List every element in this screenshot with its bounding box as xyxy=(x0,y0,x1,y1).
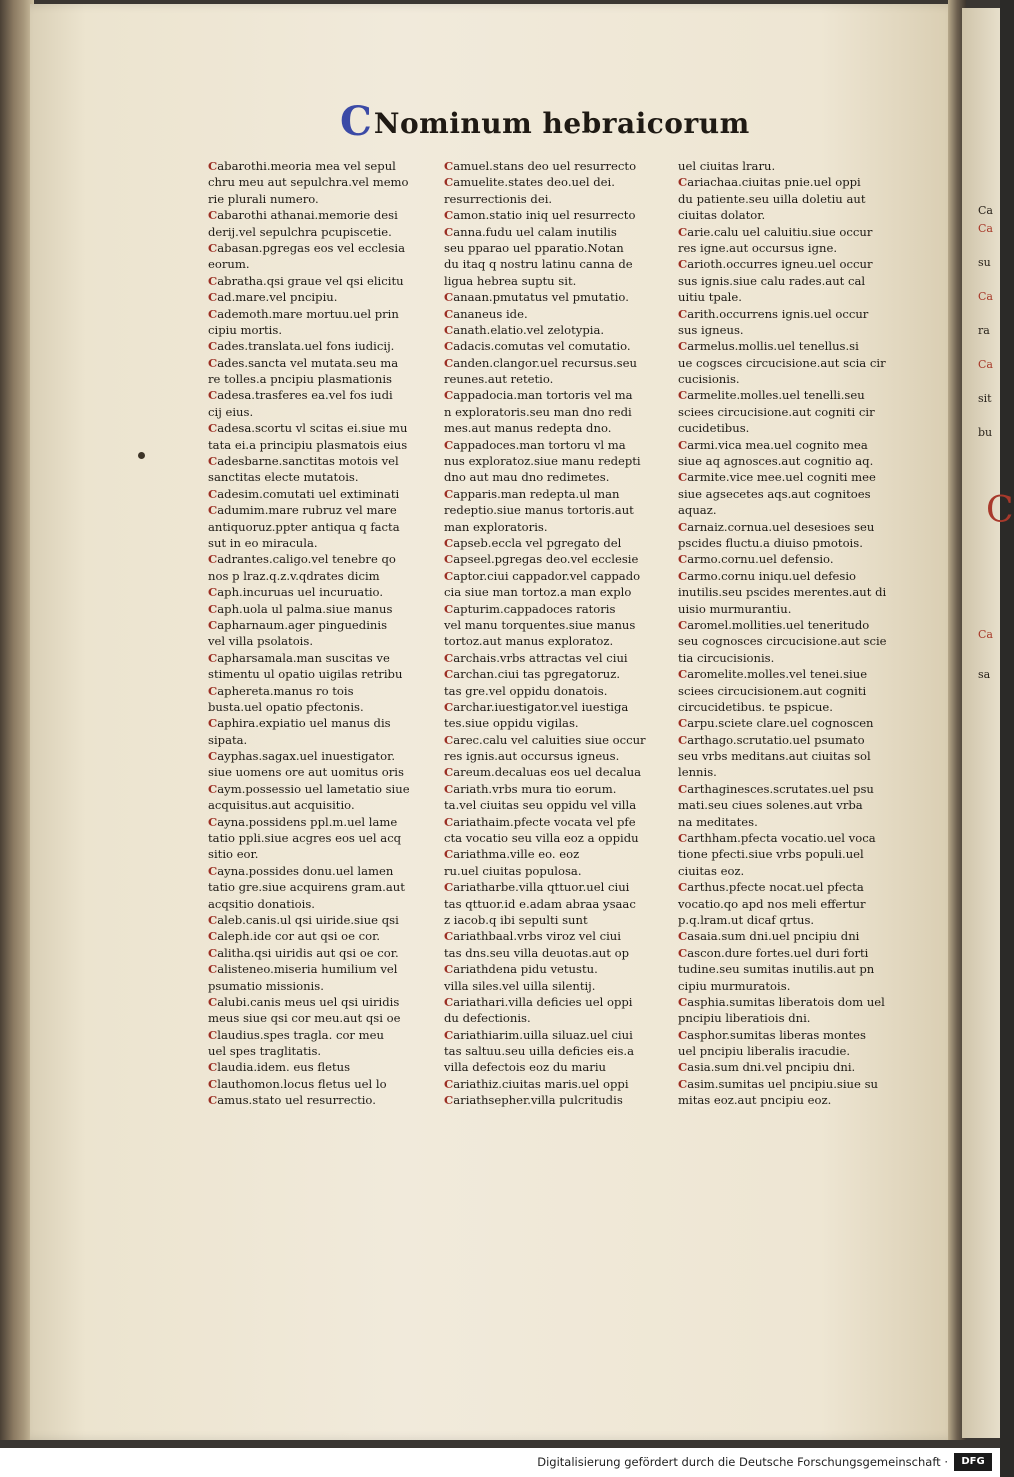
text-line: Carpu.sciete clare.uel cognoscen xyxy=(678,716,874,731)
text-line: cucisionis. xyxy=(678,372,740,387)
text-line: siue agsecetes aqs.aut cognitoes xyxy=(678,486,871,501)
text-line: Carthaginesces.scrutates.uel psu xyxy=(678,781,874,796)
text-line: du patiente.seu uilla doletiu aut xyxy=(678,191,866,206)
text-line: Cadumim.mare rubruz vel mare xyxy=(208,503,397,518)
text-line: Cadesbarne.sanctitas motois vel xyxy=(208,454,399,469)
text-line: villa siles.vel uilla silentij. xyxy=(444,978,596,993)
text-line: Cappadocia.man tortoris vel ma xyxy=(444,388,633,403)
text-line: mes.aut manus redepta dno. xyxy=(444,421,612,436)
text-line: Casphor.sumitas liberas montes xyxy=(678,1027,866,1042)
text-line: ligua hebrea suptu sit. xyxy=(444,273,577,288)
text-line: uisio murmurantiu. xyxy=(678,601,792,616)
text-line: sanctitas electe mutatois. xyxy=(208,470,359,485)
facing-page-fragment: Ca xyxy=(978,290,993,303)
text-line: Claudia.idem. eus fletus xyxy=(208,1060,351,1075)
text-line: lennis. xyxy=(678,765,717,780)
text-line: Cabratha.qsi graue vel qsi elicitu xyxy=(208,273,404,288)
text-column-1 xyxy=(208,158,436,1109)
text-line: uel spes traglitatis. xyxy=(208,1044,322,1059)
text-line: circucidetibus. te pspicue. xyxy=(678,699,833,714)
text-line: antiquoruz.ppter antiqua q facta xyxy=(208,519,400,534)
text-line: Cariatharbe.villa qttuor.uel ciui xyxy=(444,880,630,895)
text-line: Canaan.pmutatus vel pmutatio. xyxy=(444,290,629,305)
text-line: seu pparao uel pparatio.Notan xyxy=(444,240,624,255)
text-line: Casia.sum dni.vel pncipiu dni. xyxy=(678,1060,856,1075)
text-line: Carthago.scrutatio.uel psumato xyxy=(678,732,865,747)
facing-page-edge xyxy=(962,8,1014,1438)
text-line: Carmite.vice mee.uel cogniti mee xyxy=(678,470,876,485)
text-line: ciuitas dolator. xyxy=(678,208,766,223)
ink-spot xyxy=(138,452,145,459)
text-line: Caromel.mollities.uel teneritudo xyxy=(678,617,870,632)
text-line: Cariachaa.ciuitas pnie.uel oppi xyxy=(678,175,861,190)
header-title: Nominum hebraicorum xyxy=(373,107,750,140)
text-line: seu vrbs meditans.aut ciuitas sol xyxy=(678,749,871,764)
text-line: Cadacis.comutas vel comutatio. xyxy=(444,339,631,354)
text-line: man exploratoris. xyxy=(444,519,548,534)
text-line: vocatio.qo apd nos meli effertur xyxy=(678,896,866,911)
text-line: Cades.sancta vel mutata.seu ma xyxy=(208,355,399,370)
text-line: Capharnaum.ager pinguedinis xyxy=(208,617,388,632)
text-line: Careum.decaluas eos uel decalua xyxy=(444,765,642,780)
text-line: z iacob.q ibi sepulti sunt xyxy=(444,912,588,927)
text-line: Carioth.occurres igneu.uel occur xyxy=(678,257,873,272)
text-line: psumatio missionis. xyxy=(208,978,324,993)
text-line: Cades.translata.uel fons iudicij. xyxy=(208,339,395,354)
text-line: Canna.fudu uel calam inutilis xyxy=(444,224,617,239)
text-line: Capparis.man redepta.ul man xyxy=(444,486,620,501)
text-line: sus ignis.siue calu rades.aut cal xyxy=(678,273,866,288)
text-line: Cadesim.comutati uel extiminati xyxy=(208,486,400,501)
text-line: siue aq agnosces.aut cognitio aq. xyxy=(678,454,874,469)
text-line: Carec.calu vel caluities siue occur xyxy=(444,732,646,747)
text-line: Camus.stato uel resurrectio. xyxy=(208,1093,376,1108)
text-line: ue cogsces circucisione.aut scia cir xyxy=(678,355,886,370)
text-line: seu cognosces circucisione.aut scie xyxy=(678,634,887,649)
text-line: Cappadoces.man tortoru vl ma xyxy=(444,437,626,452)
text-line: tes.siue oppidu vigilas. xyxy=(444,716,579,731)
text-line: Cad.mare.vel pncipiu. xyxy=(208,290,338,305)
text-line: Camon.statio iniq uel resurrecto xyxy=(444,208,636,223)
text-line: Caph.uola ul palma.siue manus xyxy=(208,601,393,616)
text-line: stimentu ul opatio uigilas retribu xyxy=(208,667,403,682)
text-line: Cariathaim.pfecte vocata vel pfe xyxy=(444,814,636,829)
text-line: tata ei.a principiu plasmatois eius xyxy=(208,437,408,452)
text-line: eorum. xyxy=(208,257,250,272)
text-line: Carnaiz.cornua.uel desesioes seu xyxy=(678,519,875,534)
text-line: Casphia.sumitas liberatois dom uel xyxy=(678,994,885,1009)
text-line: cia siue man tortoz.a man explo xyxy=(444,585,632,600)
text-line: Cananeus ide. xyxy=(444,306,528,321)
facing-page-fragment: Ca xyxy=(978,222,993,235)
digitization-footer xyxy=(0,1448,1000,1477)
text-line: Caphereta.manus ro tois xyxy=(208,683,354,698)
text-line: chru meu aut sepulchra.vel memo xyxy=(208,175,409,190)
text-line: Carie.calu uel caluitiu.siue occur xyxy=(678,224,873,239)
facing-page-fragment: su xyxy=(978,256,991,269)
text-line: Carchan.ciui tas pgregatoruz. xyxy=(444,667,621,682)
text-line: cipiu mortis. xyxy=(208,322,283,337)
text-line: redeptio.siue manus tortoris.aut xyxy=(444,503,634,518)
text-line: cij eius. xyxy=(208,404,254,419)
text-line: tas saltuu.seu uilla deficies eis.a xyxy=(444,1044,635,1059)
text-line: res ignis.aut occursus igneus. xyxy=(444,749,620,764)
text-line: ciuitas eoz. xyxy=(678,863,745,878)
text-line: Cadrantes.caligo.vel tenebre qo xyxy=(208,552,396,567)
text-line: Caleb.canis.ul qsi uiride.siue qsi xyxy=(208,912,399,927)
text-line: tas qttuor.id e.adam abraa ysaac xyxy=(444,896,636,911)
text-line: reunes.aut retetio. xyxy=(444,372,554,387)
text-line: nos p lraz.q.z.v.qdrates dicim xyxy=(208,568,380,583)
text-line: Carchar.iuestigator.vel iuestiga xyxy=(444,699,629,714)
text-line: Calubi.canis meus uel qsi uiridis xyxy=(208,994,400,1009)
text-line: Cariathsepher.villa pulcritudis xyxy=(444,1093,623,1108)
text-line: nus exploratoz.siue manu redepti xyxy=(444,454,641,469)
text-line: uel ciuitas lraru. xyxy=(678,159,776,173)
text-line: tudine.seu sumitas inutilis.aut pn xyxy=(678,962,875,977)
text-line: rie plurali numero. xyxy=(208,191,319,206)
text-line: dno aut mau dno redimetes. xyxy=(444,470,610,485)
text-line: Carmo.cornu iniqu.uel defesio xyxy=(678,568,857,583)
text-line: Canath.elatio.vel zelotypia. xyxy=(444,322,605,337)
header-initial: C xyxy=(340,98,372,145)
text-line: resurrectionis dei. xyxy=(444,191,553,206)
text-line: Calitha.qsi uiridis aut qsi oe cor. xyxy=(208,945,399,960)
text-line: sitio eor. xyxy=(208,847,259,862)
text-line: Cariathdena pidu vetustu. xyxy=(444,962,598,977)
text-line: Cabarothi.meoria mea vel sepul xyxy=(208,159,396,173)
facing-page-fragment: sa xyxy=(978,668,991,681)
facing-page-fragment: ra xyxy=(978,324,990,337)
text-line: Caph.incuruas uel incuruatio. xyxy=(208,585,384,600)
text-line: na meditates. xyxy=(678,814,758,829)
text-line: Carthus.pfecte nocat.uel pfecta xyxy=(678,880,864,895)
text-line: Casaia.sum dni.uel pncipiu dni xyxy=(678,929,860,944)
text-line: Capharsamala.man suscitas ve xyxy=(208,650,390,665)
text-line: Capturim.cappadoces ratoris xyxy=(444,601,616,616)
text-column-3 xyxy=(678,158,910,1109)
text-line: tione pfecti.siue vrbs populi.uel xyxy=(678,847,864,862)
text-line: meus siue qsi cor meu.aut qsi oe xyxy=(208,1011,401,1026)
text-line: uitiu tpale. xyxy=(678,290,742,305)
text-line: Casim.sumitas uel pncipiu.siue su xyxy=(678,1076,878,1091)
text-line: cucidetibus. xyxy=(678,421,750,436)
text-line: Cariathiarim.uilla siluaz.uel ciui xyxy=(444,1027,633,1042)
text-line: villa defectois eoz du mariu xyxy=(444,1060,607,1075)
text-line: tas gre.vel oppidu donatois. xyxy=(444,683,608,698)
text-line: tia circucisionis. xyxy=(678,650,775,665)
facing-page-fragment: sit xyxy=(978,392,992,405)
text-line: Capseb.eccla vel pgregato del xyxy=(444,535,622,550)
text-line: siue uomens ore aut uomitus oris xyxy=(208,765,404,780)
text-line: ta.vel ciuitas seu oppidu vel villa xyxy=(444,798,637,813)
text-line: du defectionis. xyxy=(444,1011,531,1026)
text-line: tatio ppli.siue acgres eos uel acq xyxy=(208,831,402,846)
text-line: Caphira.expiatio uel manus dis xyxy=(208,716,391,731)
text-line: tortoz.aut manus exploratoz. xyxy=(444,634,614,649)
text-line: tas dns.seu villa deuotas.aut op xyxy=(444,945,630,960)
text-line: Caromelite.molles.vel tenei.siue xyxy=(678,667,868,682)
text-line: Cayna.possidens ppl.m.uel lame xyxy=(208,814,398,829)
text-line: Calisteneo.miseria humilium vel xyxy=(208,962,398,977)
text-line: Clauthomon.locus fletus uel lo xyxy=(208,1076,387,1091)
text-line: uel pncipiu liberalis iracudie. xyxy=(678,1044,851,1059)
text-line: Carmelite.molles.uel tenelli.seu xyxy=(678,388,865,403)
facing-page-fragment: Ca xyxy=(978,628,993,641)
text-line: Carith.occurrens ignis.uel occur xyxy=(678,306,869,321)
text-line: Caleph.ide cor aut qsi oe cor. xyxy=(208,929,381,944)
text-line: inutilis.seu pscides merentes.aut di xyxy=(678,585,887,600)
text-line: Cascon.dure fortes.uel duri forti xyxy=(678,945,869,960)
text-column-2 xyxy=(444,158,672,1109)
text-line: Cariathbaal.vrbs viroz vel ciui xyxy=(444,929,621,944)
text-line: mitas eoz.aut pncipiu eoz. xyxy=(678,1093,832,1108)
text-line: derij.vel sepulchra pcupiscetie. xyxy=(208,224,392,239)
text-line: Canden.clangor.uel recursus.seu xyxy=(444,355,637,370)
text-line: Cariathari.villa deficies uel oppi xyxy=(444,994,633,1009)
text-line: Cabasan.pgregas eos vel ecclesia xyxy=(208,240,405,255)
text-line: sus igneus. xyxy=(678,322,744,337)
text-line: Carmi.vica mea.uel cognito mea xyxy=(678,437,868,452)
text-line: Camuelite.states deo.uel dei. xyxy=(444,175,615,190)
text-line: pscides fluctu.a diuiso pmotois. xyxy=(678,535,863,550)
text-line: Cadesa.trasferes ea.vel fos iudi xyxy=(208,388,393,403)
text-line: vel manu torquentes.siue manus xyxy=(444,617,636,632)
text-line: Cariath.vrbs mura tio eorum. xyxy=(444,781,617,796)
facing-page-initial: C xyxy=(986,490,1014,531)
text-line: cta vocatio seu villa eoz a oppidu xyxy=(444,831,639,846)
text-line: p.q.lram.ut dicaf qrtus. xyxy=(678,912,815,927)
text-line: Cariathma.ville eo. eoz xyxy=(444,847,580,862)
text-line: vel villa psolatois. xyxy=(208,634,314,649)
text-line: Carchais.vrbs attractas vel ciui xyxy=(444,650,628,665)
text-line: Cademoth.mare mortuu.uel prin xyxy=(208,306,399,321)
text-line: acqsitio donatiois. xyxy=(208,896,315,911)
text-line: res igne.aut occursus igne. xyxy=(678,240,838,255)
text-line: Camuel.stans deo uel resurrecto xyxy=(444,159,637,173)
text-line: n exploratoris.seu man dno redi xyxy=(444,404,632,419)
text-line: sciees circucisionem.aut cogniti xyxy=(678,683,867,698)
running-header xyxy=(340,98,760,146)
facing-page-fragment: Ca xyxy=(978,358,993,371)
text-line: cipiu murmuratois. xyxy=(678,978,791,993)
text-line: pncipiu liberatiois dni. xyxy=(678,1011,811,1026)
text-line: Cadesa.scortu vl scitas ei.siue mu xyxy=(208,421,408,436)
text-line: Captor.ciui cappador.vel cappado xyxy=(444,568,641,583)
facing-page-fragment: bu xyxy=(978,426,993,439)
text-line: re tolles.a pncipiu plasmationis xyxy=(208,372,392,387)
footer-credit: Digitalisierung gefördert durch die Deutsche Forschungsgemeinschaft · xyxy=(537,1455,948,1469)
book-fore-edge xyxy=(0,0,34,1440)
text-line: Caym.possessio uel lametatio siue xyxy=(208,781,410,796)
text-line: Carthham.pfecta vocatio.uel voca xyxy=(678,831,876,846)
text-line: mati.seu ciues solenes.aut vrba xyxy=(678,798,863,813)
text-line: sut in eo miracula. xyxy=(208,535,318,550)
text-line: Capseel.pgregas deo.vel ecclesie xyxy=(444,552,639,567)
text-line: busta.uel opatio pfectonis. xyxy=(208,699,364,714)
text-line: Cariathiz.ciuitas maris.uel oppi xyxy=(444,1076,629,1091)
text-line: Carmo.cornu.uel defensio. xyxy=(678,552,834,567)
text-line: ru.uel ciuitas populosa. xyxy=(444,863,582,878)
dfg-logo: DFG xyxy=(954,1453,992,1471)
text-line: Cabarothi athanai.memorie desi xyxy=(208,208,398,223)
text-line: Cayna.possides donu.uel lamen xyxy=(208,863,394,878)
text-line: du itaq q nostru latinu canna de xyxy=(444,257,633,272)
text-line: acquisitus.aut acquisitio. xyxy=(208,798,355,813)
text-line: Claudius.spes tragla. cor meu xyxy=(208,1027,384,1042)
text-line: Carmelus.mollis.uel tenellus.si xyxy=(678,339,859,354)
text-line: aquaz. xyxy=(678,503,717,518)
facing-page-fragment: Ca xyxy=(978,204,993,217)
text-line: sipata. xyxy=(208,732,248,747)
text-line: sciees circucisione.aut cogniti cir xyxy=(678,404,875,419)
text-line: Cayphas.sagax.uel inuestigator. xyxy=(208,749,396,764)
text-line: tatio gre.siue acquirens gram.aut xyxy=(208,880,405,895)
